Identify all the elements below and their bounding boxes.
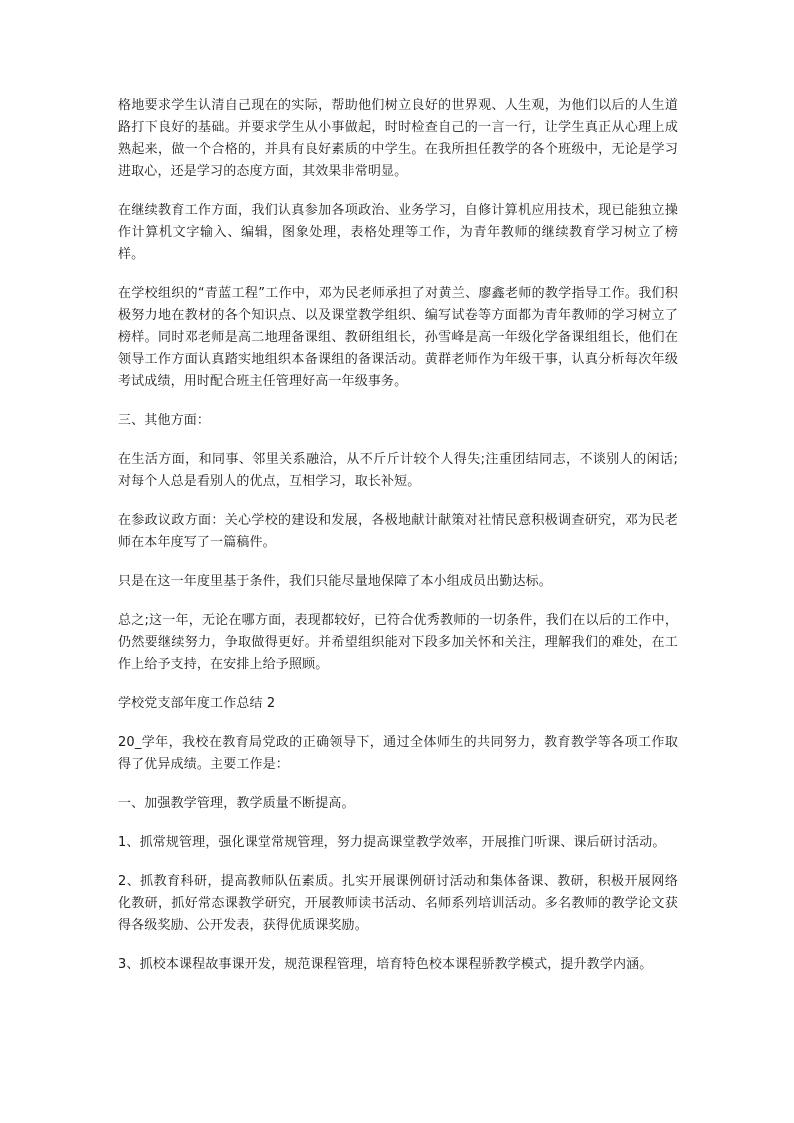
document-subtitle: 学校党支部年度工作总结 2 — [118, 696, 276, 711]
paragraph-political-participation: 在参政议政方面：关心学校的建设和发展，各极地献计献策对社情民意积极调查研究，邓为民老师在本年度写了一篇稿件。 — [118, 513, 678, 550]
paragraph-qinglan-project: 在学校组织的“青蓝工程”工作中，邓为民老师承担了对黄兰、廖鑫老师的教学指导工作。我们积极努力地在教材的各个知识点、以及课堂教学组织、编写试卷等方面都为青年教师的学习树立了榜样。同时邓老师是高二地理备课组、教研组组长，孙雪峰是高一年级化学备课组组长，他们在领导工作方面认真踏实地组织本备课组的备课活动。黄群老师作为年级干事，认真分析每次年级考试成绩，用时配合班主任管理好高一年级事务。 — [118, 286, 678, 389]
paragraph-school-year-intro: 20_学年，我校在教育局党政的正确领导下，通过全体师生的共同努力，教育教学等各项工作取得了优异成绩。主要工作是： — [118, 735, 678, 772]
list-item-routine-management: 1、抓常规管理，强化课堂常规管理，努力提高课堂教学效率，开展推门听课、课后研讨活动。 — [118, 835, 666, 850]
list-item-education-research: 2、抓教育科研，提高教师队伍素质。扎实开展课例研讨活动和集体备课、教研，积极开展网络化教研，抓好常态课教学研究，开展教师读书活动、名师系列培训活动。多名教师的教学论文获得各级奖励、公开发表，获得优质课奖励。 — [118, 874, 678, 933]
paragraph-conclusion: 总之;这一年，无论在哪方面，表现都较好，已符合优秀教师的一切条件，我们在以后的工作中，仍然要继续努力，争取做得更好。并希望组织能对下段多加关怀和关注，理解我们的难处，在工作上给予支持，在安排上给予照顾。 — [118, 613, 678, 672]
paragraph-continuing-education: 在继续教育工作方面，我们认真参加各项政治、业务学习，自修计算机应用技术，现已能独立操作计算机文字输入、编辑，图象处理，表格处理等工作，为青年教师的继续教育学习树立了榜样。 — [118, 203, 678, 262]
paragraph-daily-life: 在生活方面，和同事、邻里关系融洽，从不斤斤计较个人得失;注重团结同志，不谈别人的闲话;对每个人总是看别人的优点，互相学习，取长补短。 — [118, 452, 678, 489]
paragraph-attendance: 只是在这一年度里基于条件，我们只能尽量地保障了本小组成员出勤达标。 — [118, 574, 552, 589]
section-heading-other-aspects: 三、其他方面： — [118, 413, 211, 428]
paragraph-student-education: 格地要求学生认清自己现在的实际，帮助他们树立良好的世界观、人生观，为他们以后的人生道路打下良好的基础。并要求学生从小事做起，时时检查自己的一言一行，让学生真正从心理上成熟起来，做一个合格的，并具有良好素质的中学生。在我所担任教学的各个班级中，无论是学习进取心，还是学习的态度方面，其效果非常明显。 — [118, 98, 678, 179]
document-body — [118, 95, 678, 993]
section-heading-teaching-management: 一、加强教学管理，教学质量不断提高。 — [118, 796, 355, 811]
list-item-school-curriculum: 3、抓校本课程故事课开发，规范课程管理，培育特色校本课程骄教学模式，提升教学内涵。 — [118, 957, 653, 972]
